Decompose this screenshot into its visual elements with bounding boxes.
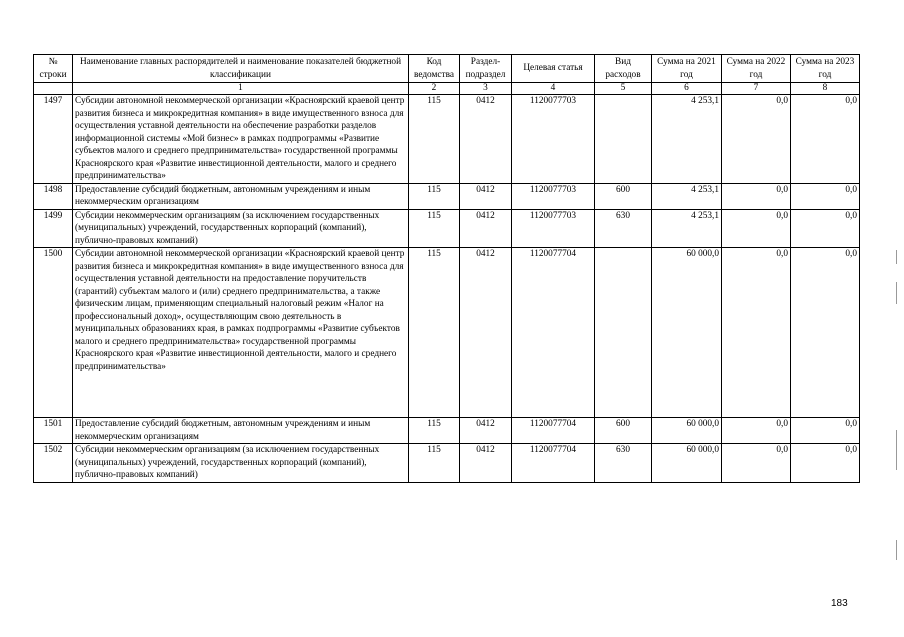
sum-2022: 0,0 (722, 248, 791, 418)
header-name: Наименование главных распорядителей и наименование показателей бюджетной классификации (73, 55, 409, 83)
row-name: Субсидии автономной некоммерческой организации «Красноярский краевой центр развития бизнеса и микрокредитная компания» в виде имущественного взноса для осуществления уставной деятельности на предоставление поручительств (гарантий) субъектам малого и (или) среднего предпринимательства, а также физическим лицам, применяющим специальный налоговый режим «Налог на профессиональный доход», осуществляющим свою деятельность в муниципальных образованиях края, в рамках подпрограммы «Развитие субъектов малого и среднего предпринимательства» государственной программы Красноярского края «Развитие инвестиционной деятельности, малого и среднего предпринимательства» (73, 248, 409, 418)
dept-code: 115 (409, 183, 460, 209)
scan-edge-mark (896, 540, 897, 560)
table-row (34, 418, 860, 444)
header-sum-2022: Сумма на 2022 год (722, 55, 791, 83)
sum-2022: 0,0 (722, 209, 791, 248)
scan-edge-mark (896, 282, 897, 304)
column-number: 7 (722, 83, 791, 95)
dept-code: 115 (409, 418, 460, 444)
header-expense-type: Вид расходов (595, 55, 652, 83)
section-code: 0412 (460, 95, 512, 184)
sum-2023: 0,0 (791, 248, 860, 418)
sum-2021: 4 253,1 (652, 209, 722, 248)
row-number: 1499 (34, 209, 73, 248)
section-code: 0412 (460, 418, 512, 444)
table-row (34, 183, 860, 209)
target-code: 1120077704 (512, 444, 595, 483)
section-code: 0412 (460, 209, 512, 248)
dept-code: 115 (409, 209, 460, 248)
dept-code: 115 (409, 95, 460, 184)
scan-edge-mark (896, 430, 897, 470)
row-number: 1498 (34, 183, 73, 209)
sum-2022: 0,0 (722, 183, 791, 209)
header-target: Целевая статья (512, 55, 595, 83)
section-code: 0412 (460, 183, 512, 209)
column-number: 3 (460, 83, 512, 95)
row-name: Предоставление субсидий бюджетным, автономным учреждениям и иным некоммерческим организациям (73, 183, 409, 209)
target-code: 1120077703 (512, 209, 595, 248)
sum-2023: 0,0 (791, 183, 860, 209)
row-number: 1500 (34, 248, 73, 418)
budget-table (33, 54, 860, 483)
table-row (34, 95, 860, 184)
column-number: 8 (791, 83, 860, 95)
column-number: 6 (652, 83, 722, 95)
sum-2022: 0,0 (722, 444, 791, 483)
sum-2021: 4 253,1 (652, 95, 722, 184)
row-name: Субсидии автономной некоммерческой организации «Красноярский краевой центр развития бизнеса и микрокредитная компания» в виде имущественного взноса для осуществления уставной деятельности на обеспечение разработки разделов информационной системы «Мой бизнес» в рамках подпрограммы «Развитие субъектов малого и среднего предпринимательства» государственной программы Красноярского края «Развитие инвестиционной деятельности, малого и среднего предпринимательства» (73, 95, 409, 184)
expense-type: 600 (595, 183, 652, 209)
scan-edge-mark (896, 250, 897, 264)
row-name: Субсидии некоммерческим организациям (за исключением государственных (муниципальных) учреждений, государственных корпораций (компаний), публично-правовых компаний) (73, 444, 409, 483)
table-row (34, 209, 860, 248)
sum-2023: 0,0 (791, 418, 860, 444)
header-dept-code: Код ведомства (409, 55, 460, 83)
row-number: 1502 (34, 444, 73, 483)
sum-2023: 0,0 (791, 95, 860, 184)
sum-2022: 0,0 (722, 418, 791, 444)
expense-type (595, 248, 652, 418)
sum-2023: 0,0 (791, 444, 860, 483)
page-number: 183 (831, 598, 848, 609)
header-row (34, 55, 860, 83)
sum-2021: 4 253,1 (652, 183, 722, 209)
header-section: Раздел-подраздел (460, 55, 512, 83)
expense-type: 630 (595, 209, 652, 248)
row-number: 1501 (34, 418, 73, 444)
column-number-row (34, 83, 860, 95)
table-row (34, 444, 860, 483)
column-number: 4 (512, 83, 595, 95)
target-code: 1120077704 (512, 418, 595, 444)
dept-code: 115 (409, 248, 460, 418)
expense-type: 630 (595, 444, 652, 483)
expense-type (595, 95, 652, 184)
section-code: 0412 (460, 444, 512, 483)
target-code: 1120077704 (512, 248, 595, 418)
target-code: 1120077703 (512, 183, 595, 209)
header-row-no: № строки (34, 55, 73, 83)
table-row (34, 248, 860, 418)
column-number: 5 (595, 83, 652, 95)
sum-2023: 0,0 (791, 209, 860, 248)
sum-2021: 60 000,0 (652, 444, 722, 483)
section-code: 0412 (460, 248, 512, 418)
sum-2021: 60 000,0 (652, 248, 722, 418)
column-number: 1 (73, 83, 409, 95)
column-number (34, 83, 73, 95)
header-sum-2023: Сумма на 2023 год (791, 55, 860, 83)
row-number: 1497 (34, 95, 73, 184)
target-code: 1120077703 (512, 95, 595, 184)
column-number: 2 (409, 83, 460, 95)
expense-type: 600 (595, 418, 652, 444)
row-name: Предоставление субсидий бюджетным, автономным учреждениям и иным некоммерческим организациям (73, 418, 409, 444)
dept-code: 115 (409, 444, 460, 483)
sum-2022: 0,0 (722, 95, 791, 184)
header-sum-2021: Сумма на 2021 год (652, 55, 722, 83)
sum-2021: 60 000,0 (652, 418, 722, 444)
row-name: Субсидии некоммерческим организациям (за исключением государственных (муниципальных) учреждений, государственных корпораций (компаний), публично-правовых компаний) (73, 209, 409, 248)
